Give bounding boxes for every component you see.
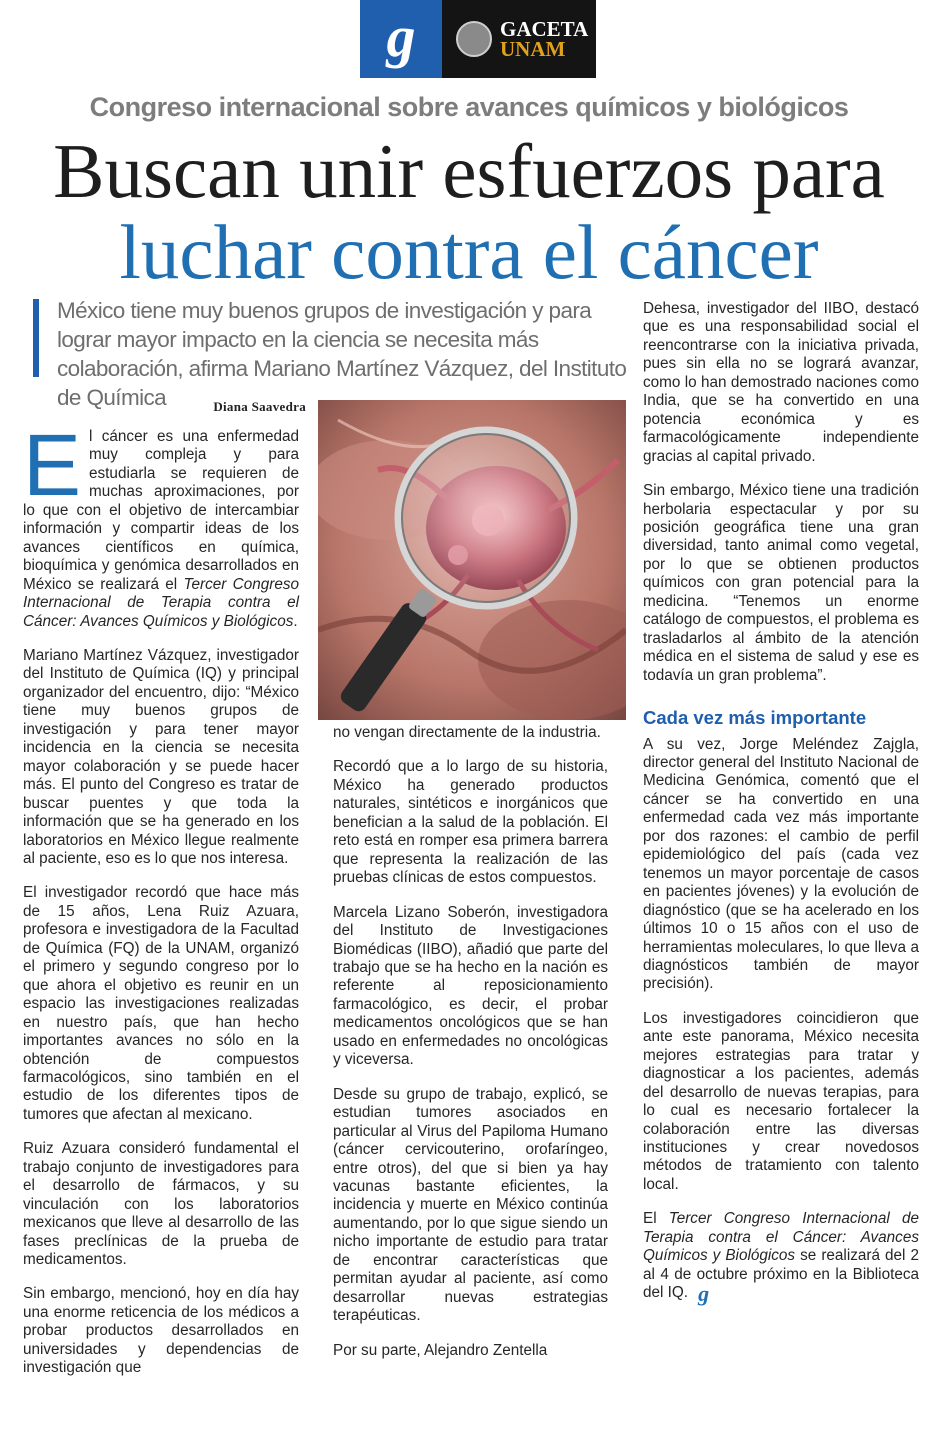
gaceta-logo-icon: [360, 0, 442, 78]
section-subheading: Cada vez más importante: [643, 707, 867, 729]
unam-seal-icon: [456, 21, 492, 57]
paragraph: Recordó que a lo largo de su historia, México ha generado productos naturales, sintéticos e inorgánicos que benefician a la salud de la población. El reto está en romper esa primera barrera que representa la realización de las pruebas clínicas de estos compuestos.: [333, 758, 608, 887]
paragraph: Sin embargo, mencionó, hoy en día hay una enorme reticencia de los médicos a probar productos desarrollados en universidades y dependencias de investigación que: [23, 1285, 299, 1377]
paragraph: no vengan directamente de la industria.: [333, 724, 601, 741]
masthead-gaceta: GACETA: [500, 17, 589, 41]
paragraph: Por su parte, Alejandro Zentella: [333, 1341, 548, 1359]
paragraph: El investigador recordó que hace más de 15 años, Lena Ruiz Azuara, profesora e investigadora de la Facultad de Química (FQ) de la UNAM, organizó el primero y segundo congreso por lo que ahora el objetivo es reunir en un espacio las investigaciones realizadas en nuestro país, que han hecho importantes avances no sólo en la obtención de compuestos farmacológicos, sino también en el estudio de los diferentes tipos de tumores que afectan al mexicano.: [23, 884, 299, 1123]
paragraph: Los investigadores coincidieron que ante este panorama, México necesita mejores estrategias para tratar y diagnosticar a los pacientes, además del desarrollo de nuevas terapias, para lo cual es necesario fortalecer la colaboración entre las diversas instituciones y crear novedosos métodos de tratamiento con talento local.: [643, 1009, 919, 1193]
paragraph: A su vez, Jorge Meléndez Zajgla, director general del Instituto Nacional de Medicina Genómica, comentó que el cáncer se ha convertido en una enfermedad cada vez más importante por dos razones: el cambio de perfil epidemiológico del país (cada vez tenemos un mayor porcentaje de casos en pacientes jóvenes) y la evolución de diagnóstico (que se ha acelerado en los últimos 10 o 15 años con el uso de herramientas moleculares, lo que lleva a diagnósticos también de mayor precisión).: [643, 735, 919, 993]
article-column-2: [333, 724, 608, 1376]
paragraph: Dehesa, investigador del IIBO, destacó que es una responsabilidad social el reencontrarse con la iniciativa privada, pues sin ella no se logrará avanzar, como lo han demostrado naciones como India, que se ha convertido en una potencia económica y es farmacológicamente independiente gracias al capital privado.: [643, 300, 919, 465]
article-column-3: [643, 300, 919, 1320]
masthead-unam: UNAM: [500, 37, 566, 61]
kicker: Congreso internacional sobre avances químicos y biológicos: [89, 92, 849, 122]
end-mark-icon: g: [698, 1281, 710, 1307]
paragraph: Ruiz Azuara consideró fundamental el trabajo conjunto de investigadores para el desarrollo de fármacos, y su vinculación con los laboratorios mexicanos que lleve al desarrollo de las fases preclínicas de la prueba de medicamentos.: [23, 1140, 299, 1269]
paragraph: Desde su grupo de trabajo, explicó, se estudian tumores asociados en particular al Virus del Papiloma Humano (cáncer cervicouterino, orofaríngeo, entre otros), del que si bien ya hay vacunas bastante eficientes, la incidencia y muerte en México continúa aumentando, por lo que sigue siendo un nicho importante de estudio para tratar de encontrar características que permitan ayudar al paciente, así como desarrollar nuevas estrategias terapéuticas.: [333, 1085, 608, 1325]
paragraph: Mariano Martínez Vázquez, investigador del Instituto de Química (IQ) y principal organizador del encuentro, dijo: “México tiene muy buenos grupos de investigación y para tener mayor incidencia en la ciencia se necesita mayor colaboración y se puede hacer más. El punto del Congreso es tratar de buscar puentes y que toda la información que se ha generado en los laboratorios en México llegue realmente al paciente, eso es lo que nos interesa.: [23, 646, 299, 867]
deck: México tiene muy buenos grupos de investigación y para lograr mayor impacto en la ciencia se necesita más colaboración, afirma Mariano Martínez Vázquez, del Instituto de Química: [57, 298, 627, 410]
deck-accent-bar: [33, 299, 39, 377]
byline: Diana Saavedra: [213, 399, 306, 414]
paragraph: El cáncer es una enfermedad muy compleja y para estudiarla se requieren de muchas aproximaciones, por lo que con el objetivo de intercambiar información y compartir ideas de los avances científicos en química, bioquímica y genómica desarrollados en México se realizará el Tercer Congreso Internacional de Terapia contra el Cáncer: Avances Químicos y Biológicos.: [23, 417, 299, 630]
paragraph: Sin embargo, México tiene una tradición herbolaria espectacular y por su posición geográfica tiene una gran diversidad, tanto animal como vegetal, por lo que se obtienen productos químicos con gran potencial para la medicina. “Tenemos un enorme catálogo de compuestos, el problema es trasladarlos al ámbito de la atención médica en el sistema de salud y ese es todavía un gran problema”.: [643, 482, 919, 684]
article-photo: [318, 400, 626, 720]
article-column-1: [23, 417, 299, 1394]
paragraph: Marcela Lizano Soberón, investigadora del Instituto de Investigaciones Biomédicas (IIBO), añadió que parte del trabajo que se ha hecho en la nación es referente al reposicionamiento farmacológico, es decir, el probar medicamentos oncológicos que se han usado en enfermedades no oncológicas y viceversa.: [333, 903, 608, 1069]
masthead: [360, 0, 596, 78]
headline-line-1: Buscan unir esfuerzos para: [53, 128, 885, 214]
svg-text:g: g: [386, 8, 416, 69]
headline-line-2: luchar contra el cáncer: [119, 209, 819, 295]
dropcap: E: [23, 417, 82, 514]
paragraph: El Tercer Congreso Internacional de Terapia contra el Cáncer: Avances Químicos y Biológicos se realizará del 2 al 4 de octubre próximo en la Biblioteca del IQ. g: [643, 1210, 919, 1307]
